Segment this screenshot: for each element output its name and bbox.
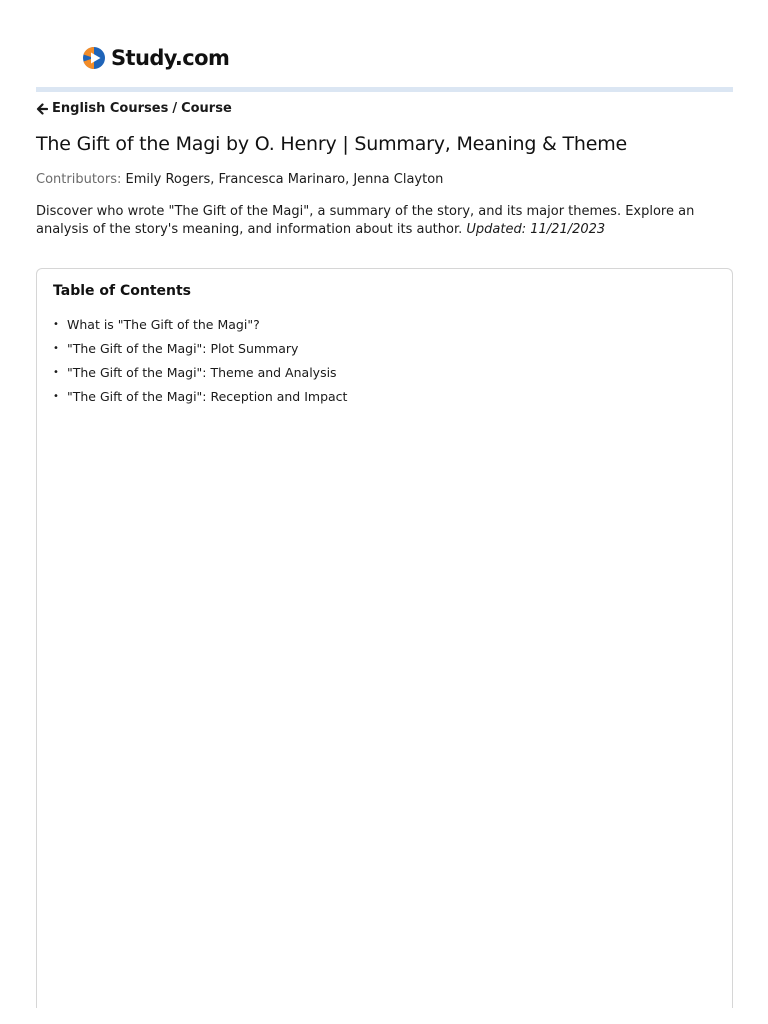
breadcrumb-separator: / <box>172 101 178 116</box>
toc-item[interactable] <box>53 312 347 336</box>
contributors-line <box>36 171 443 189</box>
play-logo-icon <box>82 46 106 70</box>
breadcrumb <box>36 100 232 118</box>
table-of-contents <box>36 268 733 1008</box>
breadcrumb-english-courses-link[interactable]: English Courses <box>52 101 169 116</box>
arrow-left-icon[interactable] <box>36 103 48 115</box>
toc-item[interactable] <box>53 360 347 384</box>
contributors-label: Contributors: <box>36 172 122 187</box>
study-com-logo[interactable] <box>82 46 229 70</box>
page-title: The Gift of the Magi by O. Henry | Summary, Meaning & Theme <box>36 133 628 155</box>
updated-date: Updated: 11/21/2023 <box>466 222 606 237</box>
description-text: Discover who wrote "The Gift of the Magi", a summary of the story, and its major themes. Explore an analysis of the story's meaning, and information about its author. <box>36 204 695 237</box>
contributors-names: Emily Rogers, Francesca Marinaro, Jenna Clayton <box>125 172 444 187</box>
toc-title: Table of Contents <box>53 283 192 299</box>
toc-bullet: • <box>53 366 59 378</box>
breadcrumb-course-link[interactable]: Course <box>181 101 232 116</box>
toc-item[interactable] <box>53 336 347 360</box>
toc-list <box>53 312 347 408</box>
toc-item-label[interactable]: "The Gift of the Magi": Plot Summary <box>67 340 299 356</box>
toc-bullet: • <box>53 390 59 402</box>
site-header <box>36 0 733 92</box>
toc-item-label[interactable]: "The Gift of the Magi": Reception and Impact <box>67 388 348 404</box>
toc-item-label[interactable]: What is "The Gift of the Magi"? <box>67 316 260 332</box>
logo-wordmark: Study.com <box>111 46 230 70</box>
toc-item-label[interactable]: "The Gift of the Magi": Theme and Analysis <box>67 364 337 380</box>
lesson-description <box>36 203 736 239</box>
toc-bullet: • <box>53 318 59 330</box>
toc-bullet: • <box>53 342 59 354</box>
toc-item[interactable] <box>53 384 347 408</box>
